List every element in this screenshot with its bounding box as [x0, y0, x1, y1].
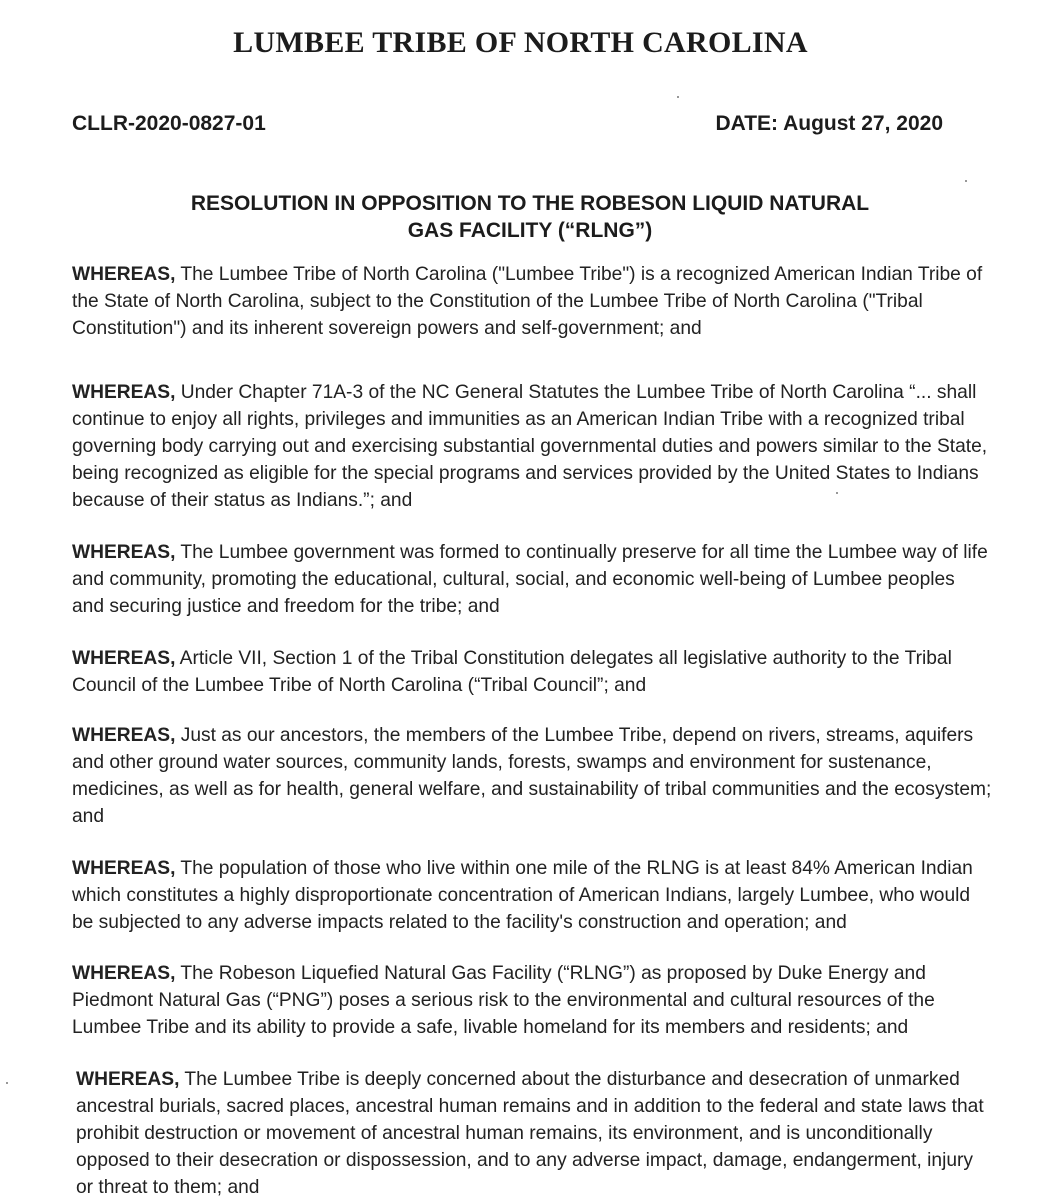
paragraph-text: The Lumbee Tribe is deeply concerned about the disturbance and desecration of unmarked ancestral burials, sacred places, ancestral human remains and in addition to the federal and state laws that prohibit destruction or movement of ancestral human remains, its environment, and is unconditionally opposed to their desecration or dispossession, and to any adverse impact, damage, endangerment, injury or threat to them; and: [76, 1069, 984, 1198]
scan-speck: [965, 180, 967, 182]
whereas-keyword: WHEREAS,: [72, 648, 176, 669]
whereas-paragraph-8: [76, 1066, 986, 1201]
whereas-paragraph-5: [72, 722, 992, 830]
paragraph-text: The Robeson Liquefied Natural Gas Facility (“RLNG”) as proposed by Duke Energy and Piedmont Natural Gas (“PNG”) poses a serious risk to the environmental and cultural resources of the Lumbee Tribe and its ability to provide a safe, livable homeland for its members and residents; and: [72, 963, 935, 1038]
paragraph-text: Under Chapter 71A-3 of the NC General Statutes the Lumbee Tribe of North Carolina “... shall continue to enjoy all rights, privileges and immunities as an American Indian Tribe with a recognized tribal governing body carrying out and exercising substantial governmental duties and powers similar to the State, being recognized as eligible for the special programs and services provided by the United States to Indians because of their status as Indians.”; and: [72, 382, 988, 511]
whereas-paragraph-2: [72, 379, 992, 514]
document-title: LUMBEE TRIBE OF NORTH CAROLINA: [233, 26, 808, 59]
resolution-reference-number: CLLR-2020-0827-01: [72, 112, 266, 135]
whereas-keyword: WHEREAS,: [72, 963, 176, 984]
whereas-keyword: WHEREAS,: [72, 858, 176, 879]
resolution-heading-line-1: RESOLUTION IN OPPOSITION TO THE ROBESON LIQUID NATURAL: [190, 192, 870, 215]
whereas-keyword: WHEREAS,: [72, 542, 176, 563]
resolution-heading: [0, 190, 1041, 244]
scan-speck: [677, 96, 679, 98]
whereas-keyword: WHEREAS,: [72, 264, 176, 285]
paragraph-text: The Lumbee Tribe of North Carolina ("Lumbee Tribe") is a recognized American Indian Tribe of the State of North Carolina, subject to the Constitution of the Lumbee Tribe of North Carolina ("Tribal Constitution") and its inherent sovereign powers and self-government; and: [72, 264, 983, 339]
whereas-keyword: WHEREAS,: [76, 1069, 180, 1090]
whereas-paragraph-7: [72, 960, 992, 1041]
paragraph-text: The Lumbee government was formed to continually preserve for all time the Lumbee way of life and community, promoting the educational, cultural, social, and economic well-being of Lumbee peoples and securing justice and freedom for the tribe; and: [72, 542, 988, 617]
whereas-paragraph-1: [72, 261, 992, 342]
paragraph-text: Article VII, Section 1 of the Tribal Constitution delegates all legislative authority to the Tribal Council of the Lumbee Tribe of North Carolina (“Tribal Council”; and: [72, 648, 952, 696]
resolution-date: DATE: August 27, 2020: [715, 112, 943, 135]
resolution-heading-line-2: GAS FACILITY (“RLNG”): [407, 219, 653, 242]
whereas-paragraph-4: [72, 645, 992, 699]
paragraph-text: Just as our ancestors, the members of the Lumbee Tribe, depend on rivers, streams, aquifers and other ground water sources, community lands, forests, swamps and environment for sustenance, medicines, as well as for health, general welfare, and sustainability of tribal communities and the ecosystem; and: [72, 725, 992, 827]
whereas-paragraph-6: [72, 855, 992, 936]
scan-speck: [836, 492, 838, 494]
paragraph-text: The population of those who live within one mile of the RLNG is at least 84% American Indian which constitutes a highly disproportionate concentration of American Indians, largely Lumbee, who would be subjected to any adverse impacts related to the facility's construction and operation; and: [72, 858, 973, 933]
whereas-keyword: WHEREAS,: [72, 725, 176, 746]
whereas-paragraph-3: [72, 539, 992, 620]
scan-speck: [6, 1082, 8, 1084]
whereas-keyword: WHEREAS,: [72, 382, 176, 403]
